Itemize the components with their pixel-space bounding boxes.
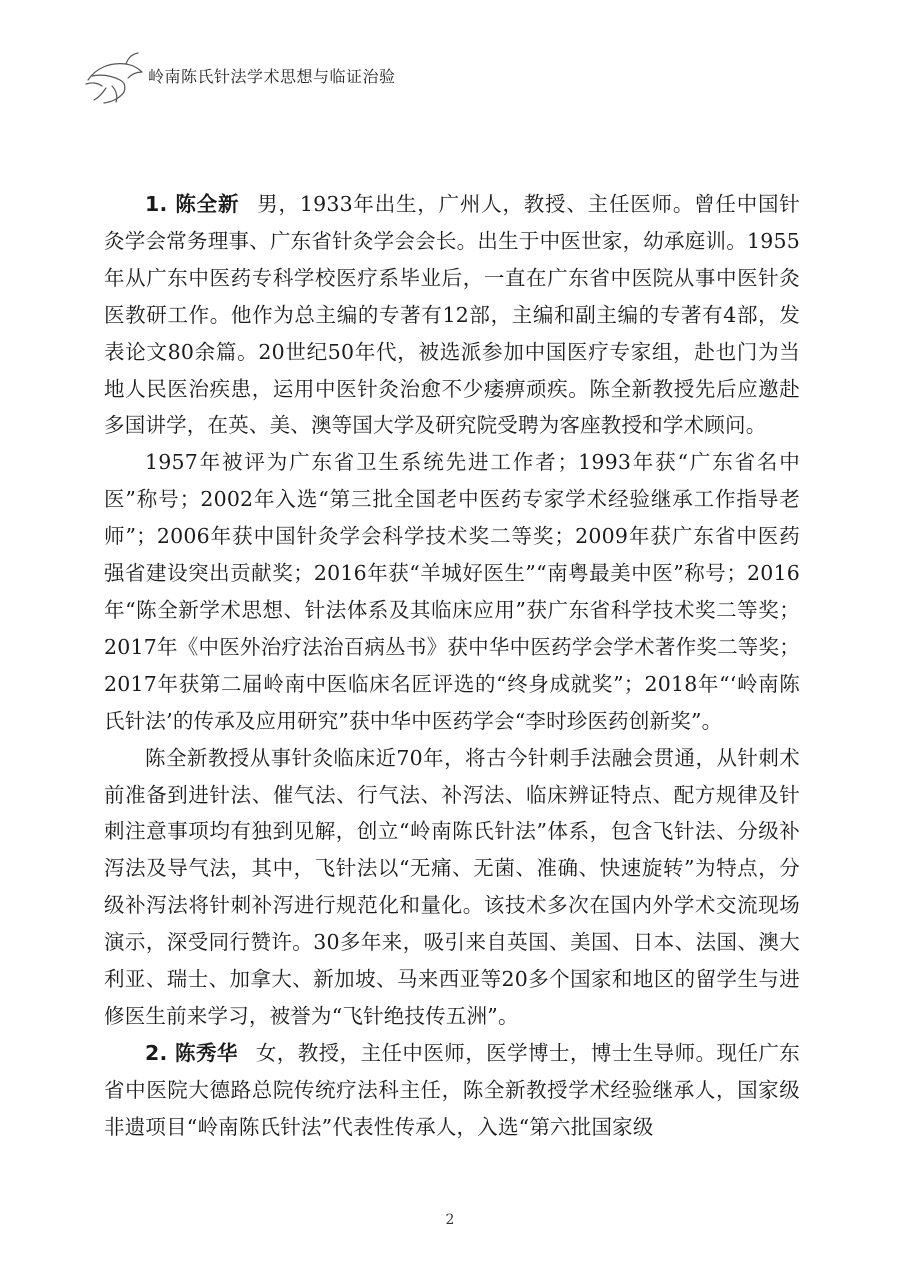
entry-heading: 2. 陈秀华 — [145, 1040, 238, 1065]
book-title: 岭南陈氏针法学术思想与临证治验 — [148, 67, 396, 86]
entry-heading: 1. 陈全新 — [145, 192, 240, 216]
body-text — [104, 186, 800, 1146]
paragraph-chen-quanxin-bio — [104, 186, 800, 444]
paragraph-chen-xiuhua-bio — [104, 1035, 800, 1146]
crane-bird-icon — [82, 50, 146, 106]
paragraph-acupuncture-method — [104, 740, 800, 1035]
running-header — [82, 50, 396, 110]
paragraph-text: 陈全新教授从事针灸临床近70年，将古今针刺手法融会贯通，从针刺术前准备到进针法、催气法、行气法、补泻法、临床辨证特点、配方规律及针刺注意事项均有独到见解，创立“岭南陈氏针法”体系，包含飞针法、分级补泻法及导气法，其中，飞针法以“无痛、无菌、准确、快速旋转”为特点，分级补泻法将针刺补泻进行规范化和量化。该技术多次在国内外学术交流现场演示，深受同行赞许。30多年来，吸引来自英国、美国、日本、法国、澳大利亚、瑞士、加拿大、新加坡、马来西亚等20多个国家和地区的留学生与进修医生前来学习，被誉为“飞针绝技传五洲”。 — [104, 745, 800, 1028]
paragraph-text: 1957年被评为广东省卫生系统先进工作者；1993年获“广东省名中医”称号；2002年入选“第三批全国老中医药专家学术经验继承工作指导老师”；2006年获中国针灸学会科学技术奖二等奖；2009年获广东省中医药强省建设突出贡献奖；2016年获“羊城好医生”“南粤最美中医”称号；2016年“陈全新学术思想、针法体系及其临床应用”获广东省科学技术奖二等奖；2017年《中医外治疗法治百病丛书》获中华中医药学会学术著作奖二等奖；2017年获第二届岭南中医临床名匠评选的“终身成就奖”；2018年“‘岭南陈氏针法’的传承及应用研究”获中华中医药学会“李时珍医药创新奖”。 — [104, 450, 800, 733]
paragraph-text: 男，1933年出生，广州人，教授、主任医师。曾任中国针灸学会常务理事、广东省针灸学会会长。出生于中医世家，幼承庭训。1955年从广东中医药专科学校医疗系毕业后，一直在广东省中医院从事中医针灸医教研工作。他作为总主编的专著有12部，主编和副主编的专著有4部，发表论文80余篇。20世纪50年代，被选派参加中国医疗专家组，赴也门为当地人民医治疾患，运用中医针灸治愈不少痿痹顽疾。陈全新教授先后应邀赴多国讲学，在英、美、澳等国大学及研究院受聘为客座教授和学术顾问。 — [104, 192, 800, 438]
paragraph-awards — [104, 444, 800, 739]
page-number: 2 — [445, 1212, 455, 1228]
paragraph-text: 女，教授，主任中医师，医学博士，博士生导师。现任广东省中医院大德路总院传统疗法科主任，陈全新教授学术经验继承人，国家级非遗项目“岭南陈氏针法”代表性传承人，入选“第六批国家级 — [104, 1040, 800, 1139]
